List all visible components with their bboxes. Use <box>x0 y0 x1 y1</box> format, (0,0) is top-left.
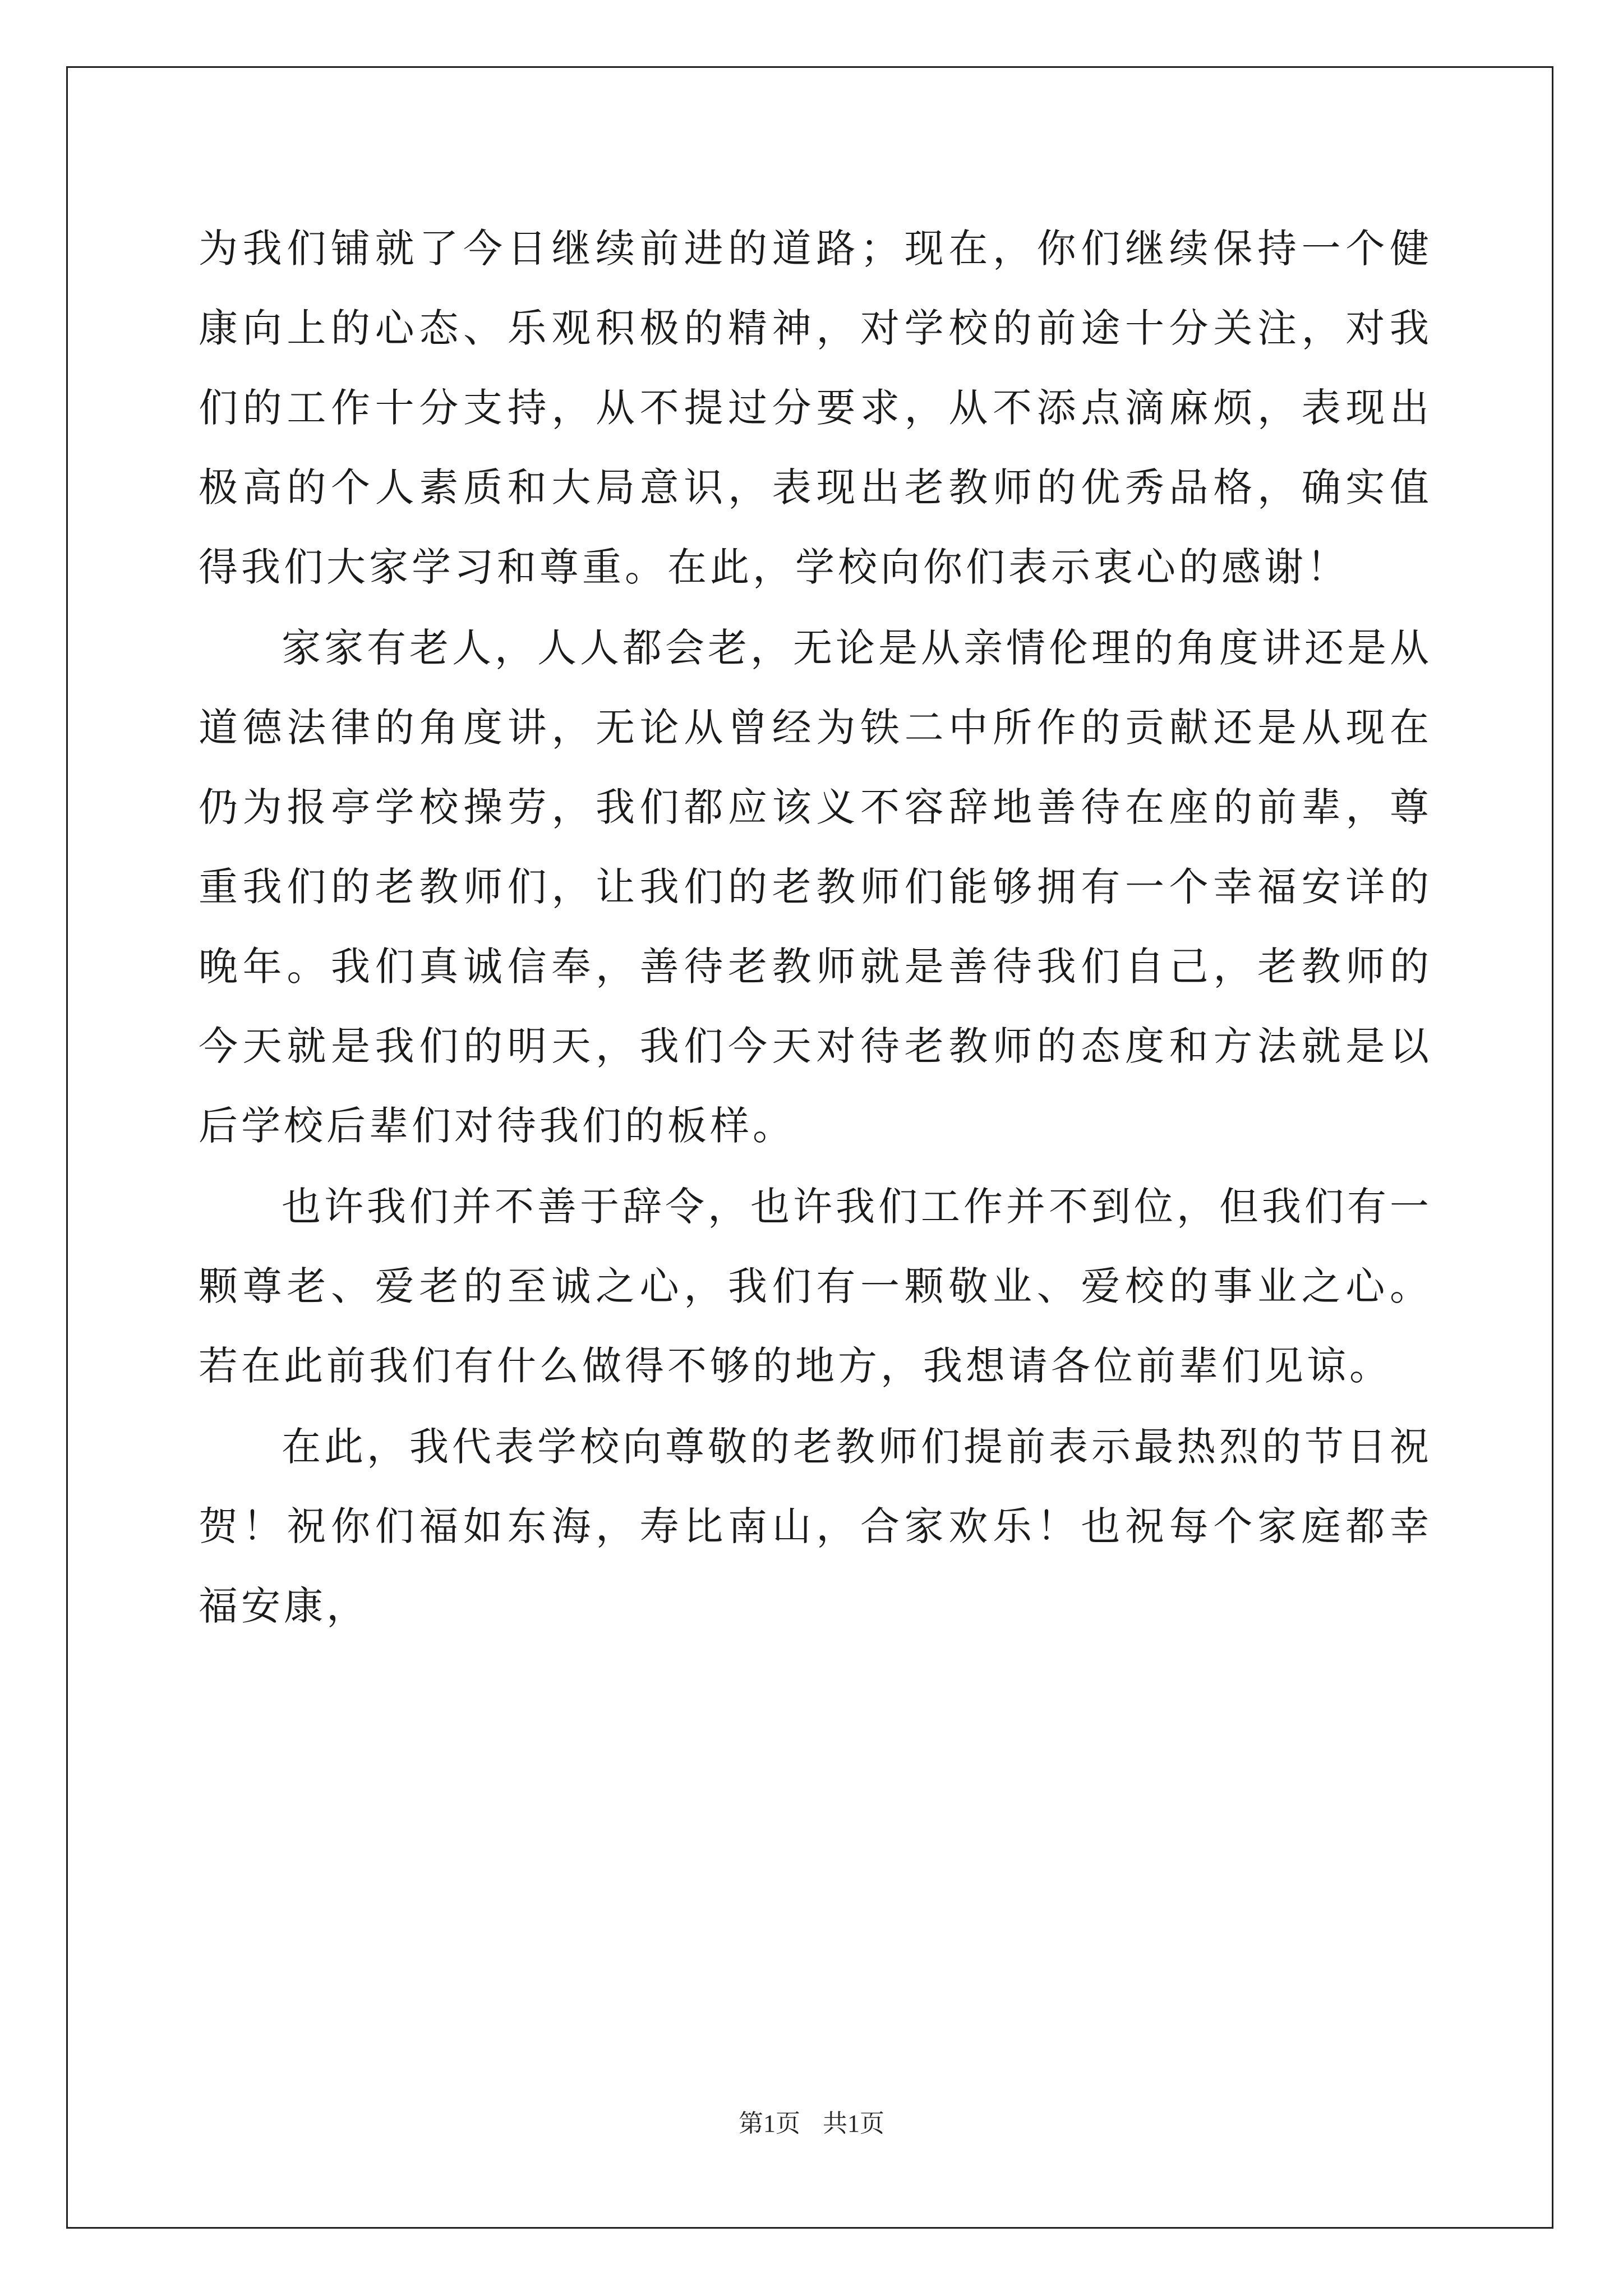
paragraph-1: 为我们铺就了今日继续前进的道路；现在，你们继续保持一个健康向上的心态、乐观积极的精神，对学校的前途十分关注，对我们的工作十分支持，从不提过分要求，从不添点滴麻烦，表现出极高的个人素质和大局意识，表现出老教师的优秀品格，确实值得我们大家学习和尊重。在此，学校向你们表示衷心的感谢！ <box>199 226 1432 590</box>
page-footer <box>0 2107 1623 2141</box>
page-number: 第1页 <box>739 2110 800 2137</box>
paragraph-4: 在此，我代表学校向尊敬的老教师们提前表示最热烈的节日祝贺！祝你们福如东海，寿比南山，合家欢乐！也祝每个家庭都幸福安康， <box>199 1424 1432 1629</box>
page-total: 共1页 <box>823 2110 884 2137</box>
document-body <box>199 209 1432 1646</box>
paragraph-2: 家家有老人，人人都会老，无论是从亲情伦理的角度讲还是从道德法律的角度讲，无论从曾经为铁二中所作的贡献还是从现在仍为报亭学校操劳，我们都应该义不容辞地善待在座的前辈，尊重我们的老教师们，让我们的老教师们能够拥有一个幸福安详的晚年。我们真诚信奉，善待老教师就是善待我们自己，老教师的今天就是我们的明天，我们今天对待老教师的态度和方法就是以后学校后辈们对待我们的板样。 <box>199 625 1432 1149</box>
paragraph-3: 也许我们并不善于辞令，也许我们工作并不到位，但我们有一颗尊老、爱老的至诚之心，我们有一颗敬业、爱校的事业之心。若在此前我们有什么做得不够的地方，我想请各位前辈们见谅。 <box>199 1184 1432 1389</box>
